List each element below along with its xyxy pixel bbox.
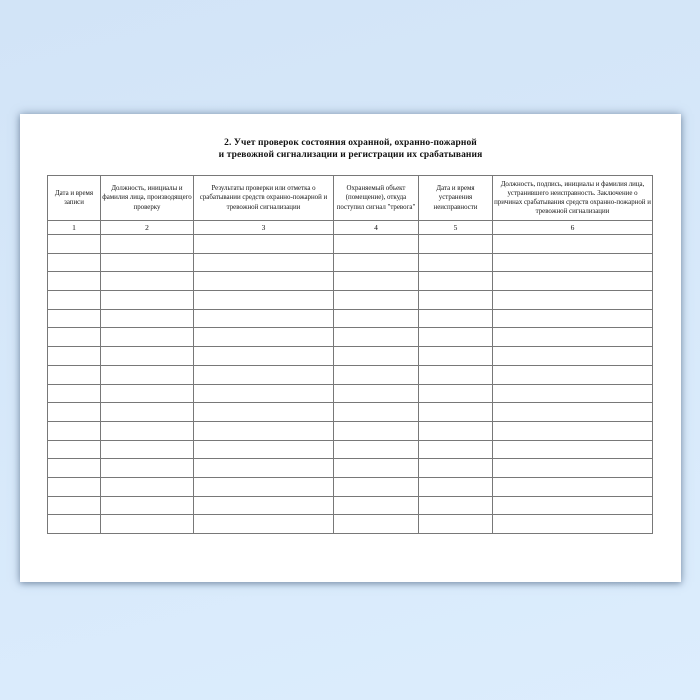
log-cell [101, 328, 194, 347]
document-title-line-2: и тревожной сигнализации и регистрации их срабатывания [218, 149, 483, 160]
log-cell [194, 328, 334, 347]
table-row [48, 235, 653, 254]
log-cell [48, 291, 101, 310]
log-cell [334, 421, 419, 440]
log-cell [419, 253, 493, 272]
column-number-3: 3 [194, 221, 334, 235]
log-cell [194, 347, 334, 366]
log-cell [493, 440, 653, 459]
log-cell [419, 496, 493, 515]
column-header-4: Охраняемый объект (помещение), откуда поступил сигнал "тревога" [334, 176, 419, 221]
column-header-2: Должность, инициалы и фамилия лица, производящего проверку [101, 176, 194, 221]
log-cell [101, 347, 194, 366]
table-header [48, 176, 653, 235]
log-cell [101, 515, 194, 534]
table-row [48, 365, 653, 384]
log-cell [194, 235, 334, 254]
log-cell [101, 235, 194, 254]
table-row [48, 272, 653, 291]
log-cell [419, 365, 493, 384]
table-row [48, 496, 653, 515]
log-cell [334, 291, 419, 310]
column-header-1: Дата и время записи [48, 176, 101, 221]
log-cell [419, 291, 493, 310]
log-cell [101, 403, 194, 422]
log-cell [493, 421, 653, 440]
log-cell [101, 477, 194, 496]
table-row [48, 347, 653, 366]
log-cell [48, 496, 101, 515]
log-cell [419, 309, 493, 328]
log-cell [419, 403, 493, 422]
table-row [48, 253, 653, 272]
header-row [48, 176, 653, 221]
log-cell [194, 253, 334, 272]
column-header-6: Должность, подпись, инициалы и фамилия лица, устранившего неисправность. Заключение о причинах срабатывания средств охранно-пожарной и тревожной сигнализации [493, 176, 653, 221]
log-cell [101, 440, 194, 459]
log-cell [48, 477, 101, 496]
log-cell [334, 477, 419, 496]
log-cell [334, 272, 419, 291]
log-cell [493, 291, 653, 310]
log-cell [194, 515, 334, 534]
log-cell [334, 309, 419, 328]
table-row [48, 291, 653, 310]
log-cell [493, 347, 653, 366]
log-cell [48, 235, 101, 254]
log-cell [493, 235, 653, 254]
log-cell [101, 253, 194, 272]
column-number-4: 4 [334, 221, 419, 235]
log-cell [194, 309, 334, 328]
log-cell [101, 459, 194, 478]
table-row [48, 403, 653, 422]
log-cell [334, 496, 419, 515]
log-cell [194, 440, 334, 459]
log-cell [101, 384, 194, 403]
log-cell [194, 365, 334, 384]
log-cell [101, 421, 194, 440]
log-cell [493, 459, 653, 478]
log-cell [419, 459, 493, 478]
log-cell [493, 403, 653, 422]
log-cell [101, 309, 194, 328]
log-cell [419, 347, 493, 366]
column-number-6: 6 [493, 221, 653, 235]
table-row [48, 384, 653, 403]
log-cell [48, 347, 101, 366]
table-row [48, 421, 653, 440]
table-row [48, 440, 653, 459]
inspection-log-table [47, 175, 653, 534]
log-cell [194, 291, 334, 310]
table-row [48, 309, 653, 328]
log-cell [101, 291, 194, 310]
column-header-3: Результаты проверки или отметка о срабатывании средств охранно-пожарной и тревожной сигнализации [194, 176, 334, 221]
log-cell [334, 328, 419, 347]
column-header-5: Дата и время устранения неисправности [419, 176, 493, 221]
log-cell [48, 421, 101, 440]
log-cell [334, 515, 419, 534]
log-cell [48, 403, 101, 422]
log-cell [493, 496, 653, 515]
table-row [48, 477, 653, 496]
log-cell [493, 253, 653, 272]
log-cell [419, 384, 493, 403]
log-cell [194, 421, 334, 440]
log-cell [334, 459, 419, 478]
log-cell [194, 477, 334, 496]
log-cell [419, 272, 493, 291]
log-cell [194, 459, 334, 478]
log-cell [419, 440, 493, 459]
log-cell [493, 272, 653, 291]
log-cell [48, 365, 101, 384]
log-cell [101, 272, 194, 291]
log-cell [334, 235, 419, 254]
log-cell [334, 440, 419, 459]
log-cell [48, 384, 101, 403]
table-body [48, 235, 653, 534]
log-cell [194, 272, 334, 291]
table-row [48, 515, 653, 534]
log-cell [493, 477, 653, 496]
log-cell [493, 309, 653, 328]
log-cell [419, 515, 493, 534]
table-row [48, 459, 653, 478]
column-number-row [48, 221, 653, 235]
column-number-1: 1 [48, 221, 101, 235]
table-row [48, 328, 653, 347]
log-cell [493, 365, 653, 384]
log-cell [334, 365, 419, 384]
log-cell [48, 328, 101, 347]
log-cell [101, 365, 194, 384]
log-cell [419, 328, 493, 347]
log-cell [194, 496, 334, 515]
log-cell [334, 253, 419, 272]
log-cell [101, 496, 194, 515]
column-number-2: 2 [101, 221, 194, 235]
log-cell [493, 384, 653, 403]
log-cell [48, 253, 101, 272]
log-cell [48, 440, 101, 459]
log-cell [334, 384, 419, 403]
log-cell [419, 477, 493, 496]
log-cell [48, 459, 101, 478]
log-cell [48, 309, 101, 328]
log-cell [334, 403, 419, 422]
log-cell [493, 515, 653, 534]
log-cell [194, 403, 334, 422]
log-cell [194, 384, 334, 403]
document-page [20, 114, 681, 582]
column-number-5: 5 [419, 221, 493, 235]
log-cell [419, 421, 493, 440]
log-cell [48, 515, 101, 534]
document-title [20, 114, 681, 161]
log-cell [419, 235, 493, 254]
log-cell [493, 328, 653, 347]
log-cell [48, 272, 101, 291]
log-cell [334, 347, 419, 366]
document-title-line-1: 2. Учет проверок состояния охранной, охранно-пожарной [224, 138, 477, 148]
